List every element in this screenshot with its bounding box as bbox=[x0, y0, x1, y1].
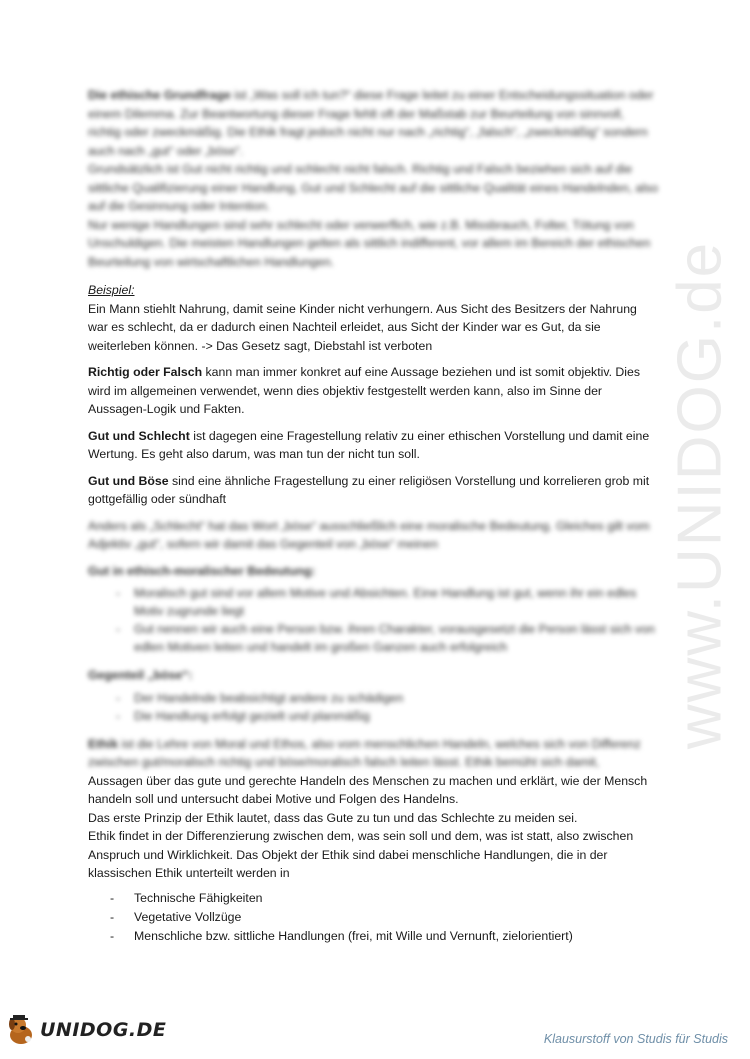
blurred-boese-heading-text: Gegenteil „böse“: bbox=[88, 668, 193, 682]
handlungen-list bbox=[88, 889, 660, 946]
blurred-ethik-term: Ethik bbox=[88, 736, 119, 751]
example-title: Beispiel: bbox=[88, 283, 135, 297]
blurred-heading-rest: ist „Was soll ich tun?“ diese Frage leitet zu einer Entscheidungssituation oder einem Dilemma. Zur Beantwortung dieser Frage fehlt oft der Maßstab zur Beurteilung von sinnvoll, richtig oder zweckmäßig. Die Ethik fragt jedoch nicht nur nach „richtig“, „falsch“, „zweckmäßig“ sondern auch nach „gut“ oder „böse“. bbox=[88, 88, 654, 158]
richtig-paragraph bbox=[88, 363, 660, 419]
blurred-gut-heading bbox=[88, 562, 660, 581]
gut-text: ist dagegen eine Fragestellung relativ zu einer ethischen Vorstellung und damit eine Wertung. Es geht also darum, was man tun der nicht tun soll. bbox=[88, 428, 650, 461]
blurred-gut-list bbox=[88, 584, 660, 656]
blurred-paragraph-2: Grundsätzlich ist Gut nicht richtig und schlecht nicht falsch. Richtig und Falsch beziehen sich auf die sittliche Qualifizierung einer Handlung, Gut und Schlecht auf die sittliche Qualität eines Handelnden, also auf die Gesinnung oder Intention. bbox=[88, 162, 659, 213]
blurred-boese-heading bbox=[88, 666, 660, 685]
ethik-line-3: Ethik findet in der Differenzierung zwischen dem, was sein soll und dem, was ist statt, also zwischen Anspruch und Wirklichkeit. Das Objekt der Ethik sind dabei menschliche Handlungen, die in der klassischen Ethik unterteilt werden in bbox=[88, 829, 634, 880]
blurred-boese-list bbox=[88, 689, 660, 725]
list-item: - Moralisch gut sind vor allem Motive und Absichten. Eine Handlung ist gut, wenn ihr ein edles Motiv zugrunde liegt bbox=[88, 584, 660, 620]
blurred-intro bbox=[88, 86, 660, 271]
unidog-logo[interactable] bbox=[4, 1010, 166, 1050]
richtig-text: kann man immer konkret auf eine Aussage beziehen und ist somit objektiv. Dies wird im allgemeinen verwendet, wenn dies objektiv festgestellt werden kann, also im Sinne der Aussagen-Logik und Fakten. bbox=[88, 365, 641, 416]
gut-paragraph bbox=[88, 427, 660, 464]
watermark-text: www.UNIDOG.de bbox=[665, 240, 735, 750]
footer-tagline: Klausurstoff von Studis für Studis bbox=[543, 1032, 728, 1046]
list-item: - Vegetative Vollzüge bbox=[88, 908, 660, 927]
blurred-heading: Die ethische Grundfrage bbox=[88, 88, 231, 102]
list-item: - Der Handelnde beabsichtigt andere zu schädigen bbox=[88, 689, 660, 707]
example-paragraph bbox=[88, 281, 660, 355]
boese-paragraph bbox=[88, 472, 660, 509]
richtig-term: Richtig oder Falsch bbox=[88, 365, 203, 379]
boese-term: Gut und Böse bbox=[88, 473, 169, 488]
watermark bbox=[665, 240, 735, 750]
blurred-anders: Anders als „Schlecht“ hat das Wort „böse“ ausschließlich eine moralische Bedeutung. Gleiches gilt vom Adjektiv „gut“, sofern wir damit das Gegenteil von „böse“ meinen bbox=[88, 518, 650, 551]
dog-icon bbox=[4, 1013, 38, 1047]
list-item: - Die Handlung erfolgt gezielt und planmäßig bbox=[88, 707, 660, 725]
blurred-ethik-text: ist die Lehre von Moral und Ethos, also vom menschlichen Handeln, welches sich von Differenz zwischen gut/moralisch richtig und böse/moralisch falsch leiten lässt. Ethik bemüht sich damit, bbox=[88, 736, 641, 769]
blurred-paragraph-1 bbox=[88, 86, 660, 160]
ethik-line-2: Das erste Prinzip der Ethik lautet, dass das Gute zu tun und das Schlechte zu meiden sei. bbox=[88, 810, 578, 825]
blurred-middle bbox=[88, 517, 660, 772]
boese-text: sind eine ähnliche Fragestellung zu einer religiösen Vorstellung und korrelieren grob mit gottgefällig oder sündhaft bbox=[88, 473, 650, 506]
list-item: - Technische Fähigkeiten bbox=[88, 889, 660, 908]
ethik-line-1: Aussagen über das gute und gerechte Handeln des Menschen zu machen und erklärt, wie der Mensch handeln soll und untersucht dabei Motive und Folgen des Handelns. bbox=[88, 773, 648, 806]
blurred-ethik bbox=[88, 735, 660, 772]
list-item: - Menschliche bzw. sittliche Handlungen (frei, mit Wille und Vernunft, zielorientiert) bbox=[88, 927, 660, 946]
logo-text: UNIDOG.DE bbox=[40, 1019, 167, 1041]
blurred-gut-heading-text: Gut in ethisch-moralischer Bedeutung: bbox=[88, 563, 316, 578]
document-body bbox=[88, 86, 660, 954]
list-item: - Gut nennen wir auch eine Person bzw. ihren Charakter, vorausgesetzt die Person lässt sich von edlen Motiven leiten und handelt im großen Ganzen auch erfolgreich bbox=[88, 620, 660, 656]
blurred-paragraph-3: Nur wenige Handlungen sind sehr schlecht oder verwerflich, wie z.B. Missbrauch, Folter, Tötung von Unschuldigen. Die meisten Handlungen gelten als sittlich indifferent, vor allem im Bereich der ethischen Beurteilung von wirtschaftlichen Handlungen. bbox=[88, 217, 651, 269]
example-text: Ein Mann stiehlt Nahrung, damit seine Kinder nicht verhungern. Aus Sicht des Besitzers der Nahrung war es schlecht, da er dadurch einen Nachteil erleidet, aus Sicht der Kinder war es Gut, da sie weiterleben können. -> Das Gesetz sagt, Diebstahl ist verboten bbox=[88, 301, 637, 353]
gut-term: Gut und Schlecht bbox=[88, 428, 190, 443]
